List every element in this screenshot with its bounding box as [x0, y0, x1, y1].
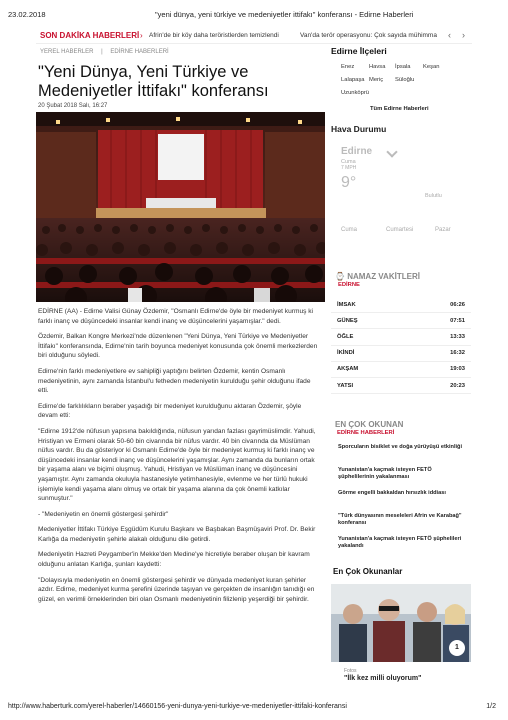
most-read-title: EN ÇOK OKUNAN [335, 420, 404, 430]
ilce-link[interactable]: Süloğlu [395, 77, 415, 83]
article-paragraph: EDİRNE (AA) - Edirne Valisi Günay Özdemir, "Osmanlı Edirne'de öyle bir medeniyet kurmuş ki farklı inanç ve düşüncedeki insanlar kendi inanç ve düşüncelerini yaşamışlar." dedi. [38, 308, 314, 325]
ilce-link[interactable]: Enez [341, 64, 355, 70]
ilce-link[interactable]: Keşan [423, 64, 440, 70]
weather-day-tab[interactable]: Pazar [435, 227, 451, 233]
article-title: "Yeni Dünya, Yeni Türkiye ve Medeniyetler İttifakı" konferansı [38, 63, 269, 100]
most-read-item[interactable]: Yunanistan'a kaçmak isteyen FETÖ şüphelilerinin yakalanması [338, 467, 432, 481]
gallery-rank-badge: 1 [449, 640, 465, 656]
print-date: 23.02.2018 [8, 10, 46, 19]
article-paragraph: "Dolayısıyla medeniyetin en önemli göstergesi şehirdir ve dünyada medeniyet kuran şehirler azdır. Edirne, medeniyet kurma şerefini üzerinde taşıyan ve gerçekten de insanlığın tanıdığı en güzel, en verimli örneklerinden biri olan Osmanlı medeniyetinin filizlenip yeşerdiği bir şehirdir. [38, 576, 315, 603]
prayer-row [331, 378, 471, 394]
gallery-thumbnail[interactable] [331, 584, 471, 662]
breadcrumb-item[interactable]: EDİRNE HABERLERİ [110, 49, 169, 55]
most-read-item[interactable]: Görme engelli bakkaldan hırsızlık iddiası [338, 490, 446, 497]
prayer-time: 13:33 [450, 333, 465, 340]
gallery-category: Fotos [344, 668, 357, 675]
weather-city-select[interactable]: Edirne [341, 146, 373, 157]
article-column [36, 46, 326, 610]
weather-day: Cuma [341, 159, 356, 165]
article-body [36, 307, 326, 604]
chevron-left-icon[interactable]: ‹ [448, 30, 451, 40]
most-read-list [331, 444, 471, 559]
most-read-local [331, 420, 471, 559]
most-read-gallery-title: En Çok Okunanlar [333, 567, 403, 577]
gallery-caption[interactable]: "İlk kez milli oluyorum" [344, 675, 422, 683]
prayer-times-table [331, 297, 471, 394]
weather-temperature: 9° [341, 174, 357, 191]
breaking-news-label[interactable]: SON DAKİKA HABERLERİ [40, 31, 140, 40]
prayer-time: 16:32 [450, 350, 465, 357]
article-date: 20 Şubat 2018 Salı, 16:27 [38, 103, 108, 109]
prayer-name: İMSAK [337, 301, 356, 308]
ilce-link[interactable]: Havsa [369, 64, 386, 70]
chevron-right-icon[interactable]: › [462, 30, 465, 40]
print-title: "yeni dünya, yeni türkiye ve medeniyetler ittifakı" konferansı - Edirne Haberleri [155, 10, 414, 19]
ilce-link[interactable]: İpsala [395, 64, 411, 70]
prayer-row [331, 313, 471, 329]
prayer-name: AKŞAM [337, 366, 359, 373]
conference-hall-illustration [36, 112, 325, 302]
prayer-time: 20:23 [450, 382, 465, 389]
article-photo [36, 112, 325, 302]
article-paragraph: "Edirne 1912'de nüfusun yapısına bakıldığında, nüfusun yarıdan fazlası gayrimüslimdir. Yahudi, Hristiyan ve Ermeni olarak 50-60 bin civarında bir nüfus vardır. 40 bin civarında da Müslüman nüfus vardır. Bu da gösteriyor ki Osmanlı Edirne'de öyle bir medeniyet kurmuş ki farklı inanç ve düşüncedeki insanlar kendi inanç ve düşüncelerini yaşamışlar. Aynı zamanda da bunların ortak bir yaşama alanı ve biçimi oluşmuş. Yahudi, Hristiyan ve Müslüman inanç ve düşüncesini yaşamıştır. Aynı zamanda okuluyla hastanesiyle yetimhanesiyle, evlenme ve her türlü hukuki işlemiyle kendi yaşama alanı olmuş ve ortak bir yaşama alanına da çok önemli katkılar sunmuştur." [38, 427, 316, 503]
article-paragraph: Özdemir, Balkan Kongre Merkezi'nde düzenlenen "Yeni Dünya, Yeni Türkiye ve Medeniyetler İttifakı" konferansında, Edirne'nin tarih boyunca medeniyet konusunda çok önemli merkezlerden biri olduğunu söyledi. [38, 333, 318, 360]
weather-day-tab[interactable]: Cumartesi [386, 227, 414, 233]
prayer-time: 19:03 [450, 366, 465, 373]
breadcrumb [40, 49, 326, 55]
breaking-news-item[interactable]: Afrin'de bir köy daha teröristlerden temizlendi [149, 32, 279, 39]
article-paragraph: Medeniyetler İttifakı Türkiye Eşgüdüm Kurulu Başkanı ve Başbakan Başmüşaviri Prof. Dr. Bekir Karlığa da medeniyetin şehirle alakalı olduğunu dile getirdi. [38, 526, 316, 543]
ilce-link[interactable]: Uzunköprü [341, 90, 370, 96]
sidebar [331, 46, 471, 682]
prayer-times-title [331, 272, 471, 281]
print-url: http://www.haberturk.com/yerel-haberler/14660156-yeni-dunya-yeni-turkiye-ve-medeniyetler-ittifaki-konferansi [8, 703, 347, 710]
article-paragraph: - "Medeniyetin en önemli göstergesi şehirdir" [38, 510, 169, 518]
prayer-times-label: NAMAZ VAKİTLERİ [347, 272, 420, 281]
ilce-link[interactable]: Lalapaşa [341, 77, 365, 83]
clock-icon: ⌚ [335, 272, 345, 281]
print-page-number: 1/2 [486, 703, 496, 710]
weather-day-tab[interactable]: Cuma [341, 227, 358, 233]
weather-wind: 7 MPH [341, 165, 357, 171]
weather-widget [331, 146, 471, 246]
most-read-subtitle: EDİRNE HABERLERİ [337, 430, 395, 437]
weather-condition: Bulutlu [425, 193, 442, 199]
ilceler-title: Edirne İlçeleri [331, 46, 387, 56]
article-paragraph: Medeniyetin Hazreti Peygamber'in Mekke'den Medine'ye hicretiyle beraber oluşan bir kavram olduğunu anlatan Karlığa, şunları kaydetti: [38, 551, 310, 569]
most-read-item[interactable]: Sporcuların bisiklet ve doğa yürüyüşü etkinliği [338, 444, 463, 451]
all-edirne-news-link[interactable]: Tüm Edirne Haberleri [370, 106, 429, 112]
prayer-name: YATSI [337, 382, 354, 389]
weather-title: Hava Durumu [331, 124, 387, 134]
prayer-name: ÖĞLE [337, 333, 354, 340]
prayer-time: 07:51 [450, 317, 465, 324]
chevron-right-icon: › [140, 31, 143, 40]
most-read-item[interactable]: Yunanistan'a kaçmak isteyen FETÖ şüphelileri yakalandı [338, 536, 462, 550]
prayer-row [331, 297, 471, 313]
breaking-news-item[interactable]: Van'da terör operasyonu: Çok sayıda mühimma [300, 32, 437, 39]
most-read-gallery [331, 567, 471, 682]
most-read-item[interactable]: "Türk dünyasının meseleleri Afrin ve Karabağ" konferansı [338, 513, 462, 527]
prayer-city: EDİRNE [338, 282, 360, 288]
prayer-time: 06:26 [450, 301, 465, 308]
breaking-news-bar [36, 28, 472, 44]
prayer-row [331, 329, 471, 345]
ilce-list [331, 64, 471, 96]
prayer-name: İKİNDİ [337, 350, 355, 357]
breadcrumb-separator: | [101, 49, 103, 55]
prayer-row [331, 362, 471, 378]
ilce-link[interactable]: Meriç [369, 77, 384, 83]
prayer-row [331, 346, 471, 362]
article-paragraph: Edirne'de farklılıkların beraber yaşadığı bir medeniyet kurulduğunu aktaran Özdemir, şöyle devam etti: [38, 402, 302, 420]
article-paragraph: Edirne'nin farklı medeniyetlere ev sahipliği yaptığını belirten Özdemir, kentin Osmanlı medeniyetinin, aynı zamanda İstanbul'u fetheden medeniyetin kurulduğu şehir olduğunu ifade etti. [38, 367, 311, 395]
prayer-name: GÜNEŞ [337, 317, 358, 324]
breadcrumb-item[interactable]: YEREL HABERLER [40, 49, 94, 55]
